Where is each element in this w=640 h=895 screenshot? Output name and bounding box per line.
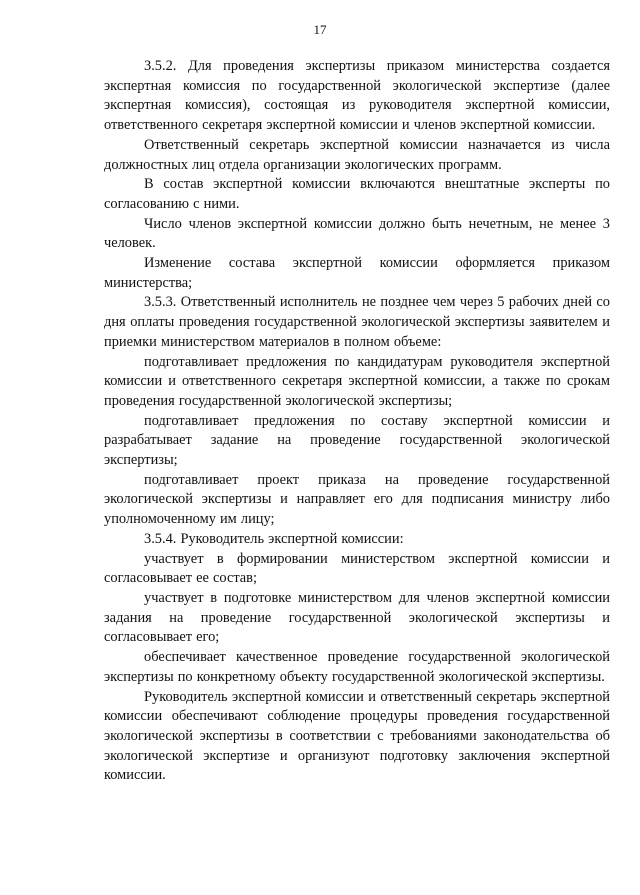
- paragraph-procedure-compliance: Руководитель экспертной комиссии и ответственный секретарь экспертной комиссии обеспечивают соблюдение процедуры проведения государственной экологической экспертизы в соответствии с требованиями законодательства об экологической экспертизе и организуют подготовку заключения экспертной комиссии.: [104, 688, 610, 784]
- paragraph-formation-participation: участвует в формировании министерством экспертной комиссии и согласовывает ее состав;: [104, 550, 610, 587]
- paragraph-external-experts: В состав экспертной комиссии включаются внештатные эксперты по согласованию с ними.: [104, 176, 610, 212]
- page-number: 17: [313, 22, 327, 37]
- paragraph-3-5-4: 3.5.4. Руководитель экспертной комиссии:: [144, 530, 404, 547]
- paragraph-3-5-3: 3.5.3. Ответственный исполнитель не позднее чем через 5 рабочих дней со дня оплаты проведения государственной экологической экспертизы заявителем и приемки министерством материалов в полном объеме:: [104, 294, 610, 350]
- paragraph-task-preparation: участвует в подготовке министерством для членов экспертной комиссии задания на проведение государственной экологической экспертизы и согласовывает его;: [104, 589, 610, 646]
- paragraph-composition-proposal: подготавливает предложения по составу экспертной комиссии и разрабатывает задание на проведение государственной экологической экспертизы;: [104, 412, 610, 469]
- paragraph-quality-assurance: обеспечивает качественное проведение государственной экологической экспертизы по конкретному объекту государственной экологической экспертизы.: [104, 649, 610, 685]
- paragraph-order-draft: подготавливает проект приказа на проведение государственной экологической экспертизы и направляет его для подписания министру либо уполномоченному им лицу;: [104, 471, 610, 528]
- paragraph-composition-change: Изменение состава экспертной комиссии оформляется приказом министерства;: [104, 255, 610, 291]
- paragraph-3-5-2: 3.5.2. Для проведения экспертизы приказом министерства создается экспертная комиссия по государственной экологической экспертизе (далее экспертная комиссия), состоящая из руководителя экспертной комиссии, ответственного секретаря экспертной комиссии и членов экспертной комиссии.: [104, 58, 610, 134]
- document-body: [104, 57, 610, 786]
- paragraph-member-count: Число членов экспертной комиссии должно быть нечетным, не менее 3 человек.: [104, 215, 610, 252]
- paragraph-secretary-appointment: Ответственный секретарь экспертной комиссии назначается из числа должностных лиц отдела организации экологических программ.: [104, 136, 610, 173]
- paragraph-candidates-proposal: подготавливает предложения по кандидатурам руководителя экспертной комиссии и ответственного секретаря экспертной комиссии, а также по срокам проведения государственной экологической экспертизы;: [104, 353, 610, 409]
